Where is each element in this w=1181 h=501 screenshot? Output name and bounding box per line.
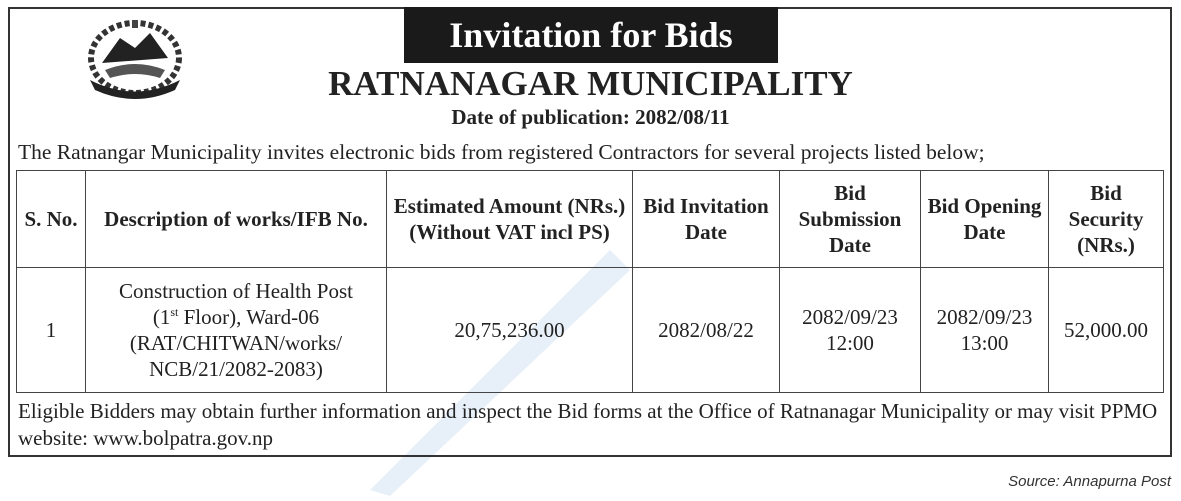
footer-text: Eligible Bidders may obtain further information and inspect the Bid forms at the Office of Ratnanagar Municipality or may visit PPMO website: www.bolpatra.gov.np: [18, 399, 1158, 450]
opening-time: 13:00: [960, 331, 1009, 355]
col-invitation-date: Bid Invitation Date: [633, 171, 780, 268]
opening-date: 2082/09/23: [936, 305, 1033, 329]
bids-table: [16, 170, 1164, 393]
cell-bid-security: 52,000.00: [1049, 268, 1164, 393]
col-estimated-amount: Estimated Amount (NRs.) (Without VAT incl PS): [387, 171, 633, 268]
desc-text: (1: [152, 305, 171, 329]
desc-line: (RAT/CHITWAN/works/: [129, 331, 343, 355]
organization-name: RATNANAGAR MUNICIPALITY: [328, 64, 853, 103]
source-credit: Source: Annapurna Post: [1008, 473, 1171, 490]
desc-line: [90, 304, 382, 330]
desc-line: Construction of Health Post: [119, 279, 353, 303]
cell-opening-date: [921, 268, 1049, 393]
cell-amount: 20,75,236.00: [387, 268, 633, 393]
page-title: Invitation for Bids: [404, 7, 778, 63]
col-opening-date: Bid Opening Date: [921, 171, 1049, 268]
table-header-row: [17, 171, 1164, 268]
desc-text: Floor), Ward-06: [178, 305, 320, 329]
cell-sno: 1: [17, 268, 86, 393]
cell-submission-date: [780, 268, 921, 393]
col-sno: S. No.: [17, 171, 86, 268]
submission-time: 12:00: [826, 331, 874, 355]
desc-line: NCB/21/2082-2083): [149, 357, 323, 381]
publication-date: Date of publication: 2082/08/11: [451, 105, 730, 129]
submission-date: 2082/09/23: [802, 305, 898, 329]
col-bid-security: Bid Security (NRs.): [1049, 171, 1164, 268]
col-description: Description of works/IFB No.: [86, 171, 387, 268]
cell-invitation-date: 2082/08/22: [633, 268, 780, 393]
desc-sup: st: [170, 305, 179, 319]
cell-description: [86, 268, 387, 393]
table-row: [17, 268, 1164, 393]
col-submission-date: Bid Submission Date: [780, 171, 921, 268]
intro-text: The Ratnangar Municipality invites electronic bids from registered Contractors for several projects listed below;: [18, 140, 985, 164]
